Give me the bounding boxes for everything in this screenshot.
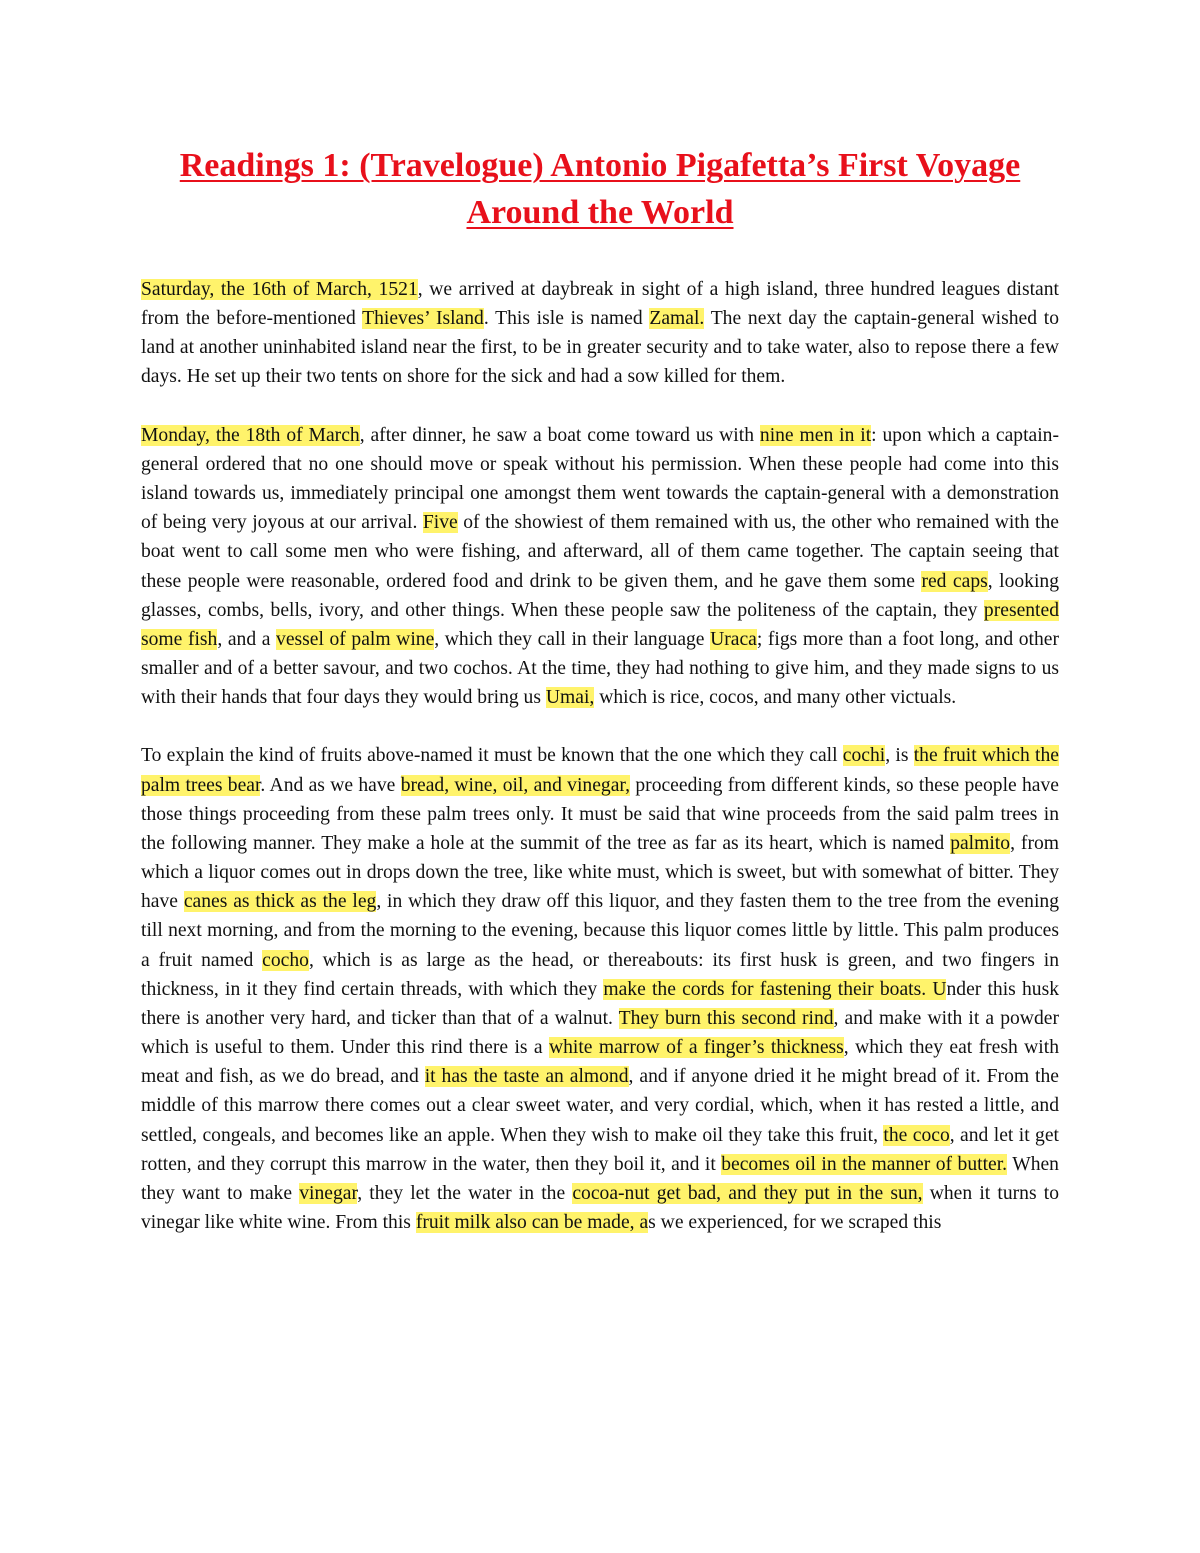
document-title xyxy=(120,142,1080,236)
paragraph-text: , and let it get rotten, and they corrupt this marrow in the water, then they boil it, and it xyxy=(141,1124,1059,1175)
highlighted-text: it has the taste an almond xyxy=(424,1066,629,1088)
paragraph-text: , and a xyxy=(217,628,277,650)
paragraph xyxy=(141,421,1059,713)
highlighted-text: Umai, xyxy=(545,687,595,709)
paragraph-text: . And as we have xyxy=(260,774,401,796)
paragraph xyxy=(141,275,1059,392)
highlighted-text: canes as thick as the leg xyxy=(183,891,377,913)
highlighted-text: red caps xyxy=(921,570,988,592)
paragraph-text: : upon which a captain-general ordered that no one should move or speak without his permission. When these people had come into this island towards us, immediately principal one amongst them went towards the captain-general with a demonstration of being very joyous at our arrival. xyxy=(141,424,1059,534)
highlighted-text: vessel of palm wine xyxy=(276,628,435,650)
highlighted-text: cochi xyxy=(842,745,886,767)
paragraph-text: of the showiest of them remained with us, the other who remained with the boat went to call some men who were fishing, and afterward, all of them came together. The captain seeing that these people were reasonable, ordered food and drink to be given them, and he gave them some xyxy=(141,512,1059,592)
title-line-2: Around the World xyxy=(466,194,734,231)
highlighted-text: cocho xyxy=(262,949,309,971)
paragraph-text: , is xyxy=(885,745,914,767)
highlighted-text: white marrow of a finger’s thickness xyxy=(548,1037,844,1059)
highlighted-text: vinegar xyxy=(299,1182,358,1204)
paragraph-text: , in which they draw off this liquor, and they fasten them to the tree from the evening till next morning, and from the morning to the evening, because this liquor comes little by little. This palm produces a fruit named xyxy=(141,891,1059,971)
highlighted-text: palmito xyxy=(950,832,1011,854)
paragraph-text: The next day the captain-general wished to land at another uninhabited island near the first, to be in greater security and to take water, also to repose there a few days. He set up their two tents on shore for the sick and had a sow killed for them. xyxy=(141,308,1059,388)
highlighted-text: the coco xyxy=(883,1124,950,1146)
paragraph-text: , we arrived at daybreak in sight of a high island, three hundred leagues distant from the before-mentioned xyxy=(141,279,1059,330)
highlighted-text: bread, wine, oil, and vinegar, xyxy=(400,774,631,796)
paragraph-text: , which they call in their language xyxy=(434,628,711,650)
paragraph-text: nder this husk there is another very hard, and ticker than that of a walnut. xyxy=(141,978,1059,1029)
highlighted-text: Saturday, the 16th of March, 1521 xyxy=(141,279,418,300)
highlighted-text: fruit milk also can be made, a xyxy=(415,1211,649,1233)
paragraph-text: , which is as large as the head, or thereabouts: its first husk is green, and two fingers in thickness, in it they find certain threads, with which they xyxy=(141,949,1059,1000)
title-line-1: Readings 1: (Travelogue) Antonio Pigafetta’s First Voyage xyxy=(179,147,1021,184)
highlighted-text: cocoa-nut get bad, and they put in the sun, xyxy=(572,1182,923,1204)
paragraph-text: which is rice, cocos, and many other victuals. xyxy=(594,687,957,709)
paragraph-text: . This isle is named xyxy=(483,308,650,330)
highlighted-text: the fruit which the palm trees bear xyxy=(141,745,1059,796)
paragraph-text: , looking glasses, combs, bells, ivory, and other things. When these people saw the politeness of the captain, they xyxy=(141,570,1060,621)
paragraph-text: To explain the kind of fruits above-named it must be known that the one which they call xyxy=(141,745,843,767)
paragraph xyxy=(141,741,1059,1237)
document-body xyxy=(141,275,1059,1266)
highlighted-text: make the cords for fastening their boats. U xyxy=(603,978,947,1000)
highlighted-text: Monday, the 18th of March xyxy=(141,424,360,446)
highlighted-text: presented some fish xyxy=(141,599,1059,650)
paragraph-text: s we experienced, for we scraped this xyxy=(648,1211,942,1233)
paragraph-text: ; figs more than a foot long, and other smaller and of a better savour, and two cochos. At the time, they had nothing to give him, and they made signs to us with their hands that four days they would bring us xyxy=(141,628,1059,709)
paragraph-text: when it turns to vinegar like white wine. From this xyxy=(141,1182,1059,1233)
highlighted-text: They burn this second rind xyxy=(618,1007,834,1029)
paragraph-text: , and make with it a powder which is useful to them. Under this rind there is a xyxy=(141,1007,1059,1059)
paragraph-text: , after dinner, he saw a boat come toward us with xyxy=(359,424,760,446)
paragraph-text: proceeding from different kinds, so these people have those things proceeding from these palm trees only. It must be said that wine proceeds from the said palm trees in the following manner. They make a hole at the summit of the tree as far as its heart, which is named xyxy=(141,774,1059,854)
highlighted-text: Uraca xyxy=(710,628,757,650)
paragraph-text: , and if anyone dried it he might bread of it. From the middle of this marrow there comes out a clear sweet water, and very cordial, which, when it has rested a little, and settled, congeals, and becomes like an apple. When they wish to make oil they take this fruit, xyxy=(141,1066,1059,1146)
paragraph-text: , which they eat fresh with meat and fish, as we do bread, and xyxy=(141,1037,1059,1088)
paragraph-text: When they want to make xyxy=(141,1153,1059,1204)
paragraph-text: , from which a liquor comes out in drops down the tree, like white must, which is sweet, but with somewhat of bitter. They have xyxy=(141,832,1060,913)
paragraph-text: , they let the water in the xyxy=(357,1182,573,1204)
highlighted-text: becomes oil in the manner of butter. xyxy=(721,1153,1008,1175)
highlighted-text: Thieves’ Island xyxy=(362,308,484,330)
highlighted-text: Zamal. xyxy=(649,308,705,330)
highlighted-text: nine men in it xyxy=(759,424,872,446)
highlighted-text: Five xyxy=(422,512,458,534)
